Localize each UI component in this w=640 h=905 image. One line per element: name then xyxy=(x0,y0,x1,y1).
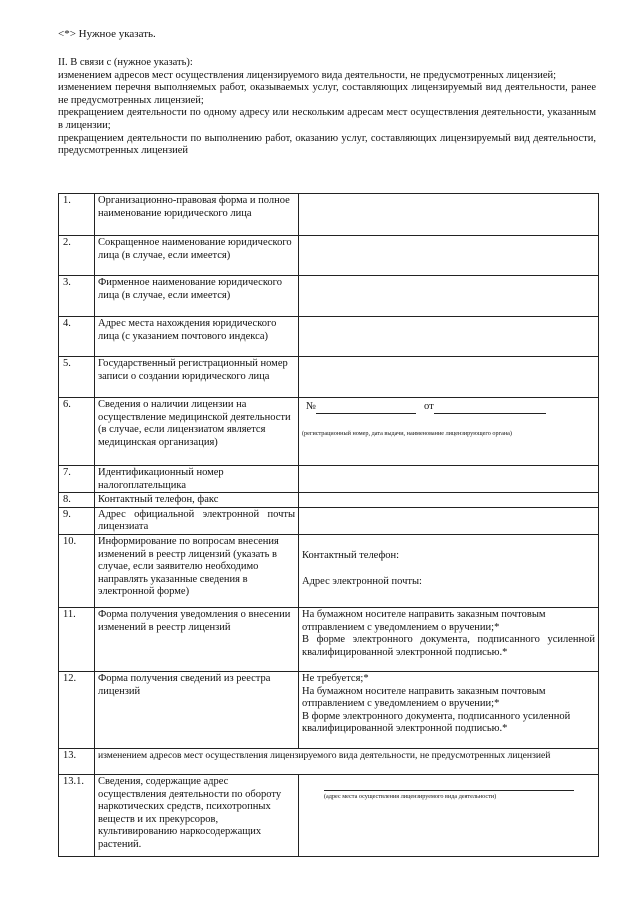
row-number: 2. xyxy=(59,236,95,276)
row-label: Сведения о наличии лицензии на осуществление медицинской деятельности (в случае, если лицензиатом является медицинская организация) xyxy=(95,398,299,466)
table-row xyxy=(59,493,599,508)
row-number: 5. xyxy=(59,357,95,398)
row-number: 3. xyxy=(59,276,95,317)
row-label: Идентификационный номер налогоплательщика xyxy=(95,466,299,493)
row-number: 11. xyxy=(59,607,95,671)
table-row xyxy=(59,276,599,317)
row-number: 7. xyxy=(59,466,95,493)
row-value-field[interactable] xyxy=(299,466,599,493)
license-number-field[interactable] xyxy=(316,401,416,414)
row-label: Организационно-правовая форма и полное наименование юридического лица xyxy=(95,194,299,236)
table-row xyxy=(59,317,599,357)
row-label: Форма получения сведений из реестра лицензий xyxy=(95,671,299,748)
contact-cell xyxy=(299,534,599,607)
table-row xyxy=(59,507,599,534)
contact-email-label: Адрес электронной почты: xyxy=(302,575,422,587)
row-number: 8. xyxy=(59,493,95,508)
row-number: 4. xyxy=(59,317,95,357)
row-number: 13.1. xyxy=(59,774,95,856)
row-value-field[interactable] xyxy=(299,507,599,534)
table-row xyxy=(59,534,599,607)
row-value-field[interactable] xyxy=(299,276,599,317)
address-cell xyxy=(299,774,599,856)
section-2-item: прекращением деятельности по одному адресу или нескольким адресам мест осуществления деятельности, указанным в лицензии; xyxy=(58,107,596,131)
row-number: 13. xyxy=(59,748,95,774)
section-2-item: изменением перечня выполняемых работ, оказываемых услуг, составляющих лицензируемый вид деятельности, ранее не предусмотренных лицензией; xyxy=(58,82,596,106)
registry-option-paper[interactable]: На бумажном носителе направить заказным почтовым отправлением с уведомлением о вручении;* xyxy=(302,685,546,710)
table-row xyxy=(59,357,599,398)
row-number: 12. xyxy=(59,671,95,748)
license-number-label: № xyxy=(306,401,317,412)
row-number: 6. xyxy=(59,398,95,466)
address-caption: (адрес места осуществления лицензируемого вида деятельности) xyxy=(324,790,574,804)
table-row xyxy=(59,194,599,236)
license-date-field[interactable] xyxy=(434,401,546,414)
row-label: Фирменное наименование юридического лица (в случае, если имеется) xyxy=(95,276,299,317)
table-row xyxy=(59,774,599,856)
row-label: Контактный телефон, факс xyxy=(95,493,299,508)
license-caption: (регистрационный номер, дата выдачи, наименование лицензирующего органа) xyxy=(302,430,512,437)
row-label: Форма получения уведомления о внесении изменений в реестр лицензий xyxy=(95,607,299,671)
table-row xyxy=(59,607,599,671)
license-date-label: от xyxy=(424,401,434,412)
row-value-field[interactable] xyxy=(299,194,599,236)
section-2-item: изменением адресов мест осуществления лицензируемого вида деятельности, не предусмотренных лицензией; xyxy=(58,69,557,81)
section-2-title: II. В связи с (нужное указать): xyxy=(58,57,193,68)
row-number: 10. xyxy=(59,534,95,607)
registry-form-options xyxy=(299,671,599,748)
table-row xyxy=(59,671,599,748)
contact-phone-label: Контактный телефон: xyxy=(302,549,400,561)
table-row xyxy=(59,466,599,493)
row-label: Сведения, содержащие адрес осуществления деятельности по обороту наркотических средств, психотропных веществ и их прекурсоров, культивированию наркосодержащих растений. xyxy=(95,774,299,856)
license-table xyxy=(58,193,599,857)
row-13-text: изменением адресов мест осуществления лицензируемого вида деятельности, не предусмотренных лицензией xyxy=(95,748,599,774)
row-label: Адрес официальной электронной почты лицензиата xyxy=(95,507,299,534)
notice-form-options xyxy=(299,607,599,671)
notice-option-paper[interactable]: На бумажном носителе направить заказным почтовым отправлением с уведомлением о вручении;* xyxy=(302,608,546,633)
row-label: Информирование по вопросам внесения изменений в реестр лицензий (указать в случае, если заявителю необходимо направлять указанные сведения в электронной форме) xyxy=(95,534,299,607)
license-number-line xyxy=(302,401,595,414)
row-value-field[interactable] xyxy=(299,493,599,508)
notice-option-electronic[interactable]: В форме электронного документа, подписанного усиленной квалифицированной электронной подписью.* xyxy=(302,634,595,658)
section-2-item: прекращением деятельности по выполнению работ, оказанию услуг, составляющих лицензируемый вид деятельности, предусмотренных лицензией xyxy=(58,132,596,157)
row-number: 9. xyxy=(59,507,95,534)
section-2 xyxy=(58,57,596,158)
registry-option-none[interactable]: Не требуется;* xyxy=(302,672,369,684)
registry-option-electronic[interactable]: В форме электронного документа, подписанного усиленной квалифицированной электронной подписью.* xyxy=(302,710,571,735)
row-value-field[interactable] xyxy=(299,236,599,276)
row-label: Сокращенное наименование юридического лица (в случае, если имеется) xyxy=(95,236,299,276)
footnote: <*> Нужное указать. xyxy=(58,28,156,40)
table-row xyxy=(59,236,599,276)
row-number: 1. xyxy=(59,194,95,236)
row-label: Адрес места нахождения юридического лица (с указанием почтового индекса) xyxy=(95,317,299,357)
row-value-field[interactable] xyxy=(299,357,599,398)
table-row xyxy=(59,748,599,774)
license-info-cell xyxy=(299,398,599,466)
row-value-field[interactable] xyxy=(299,317,599,357)
row-label: Государственный регистрационный номер записи о создании юридического лица xyxy=(95,357,299,398)
table-row xyxy=(59,398,599,466)
